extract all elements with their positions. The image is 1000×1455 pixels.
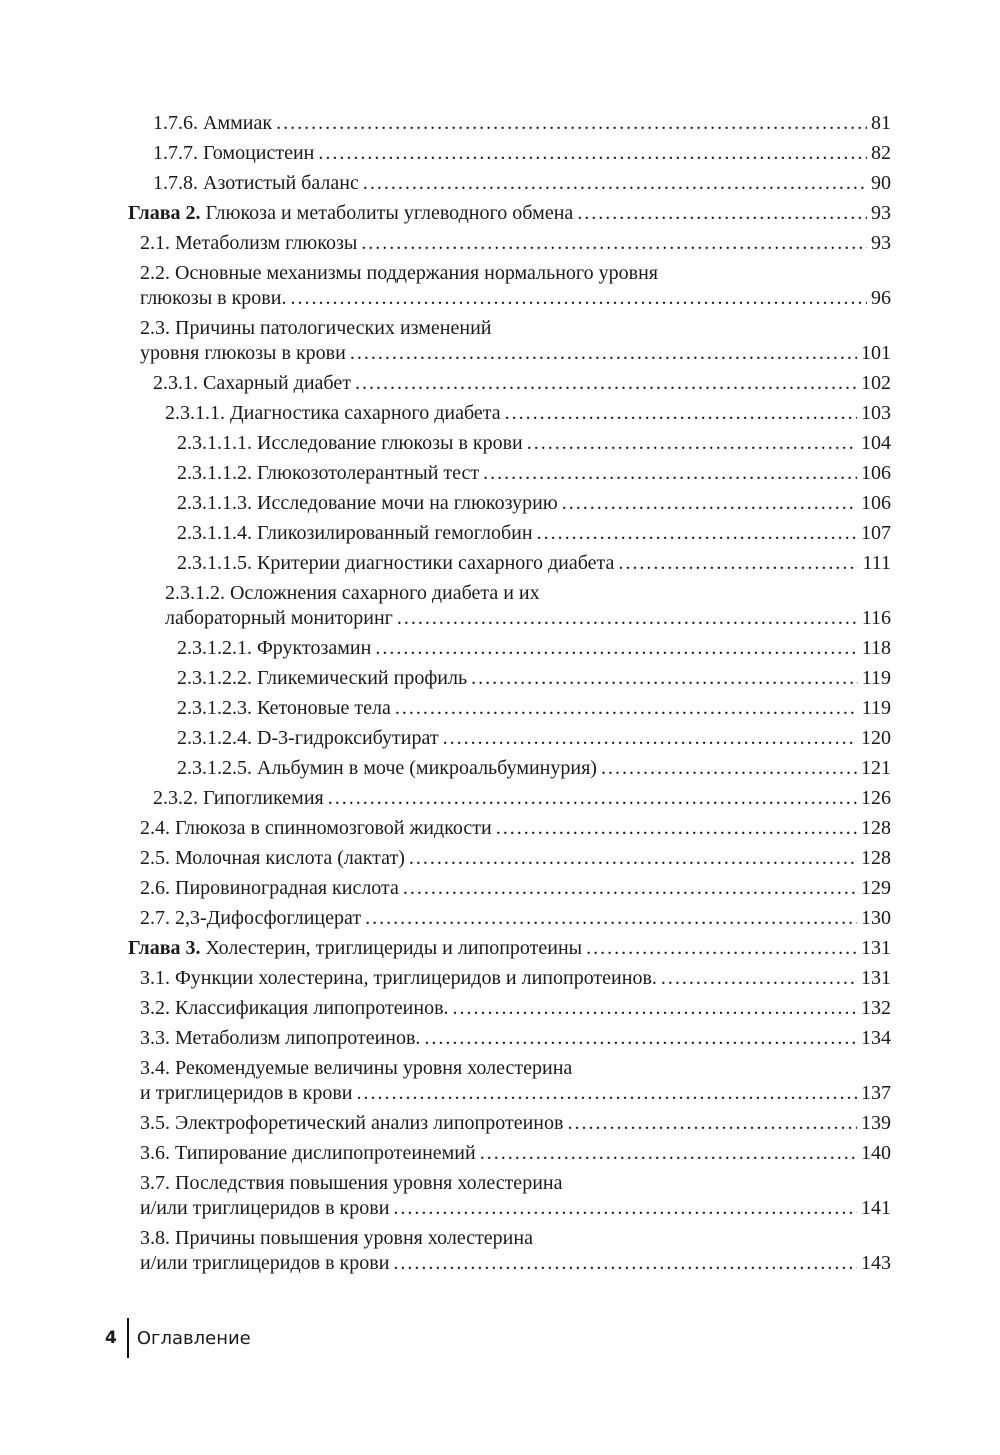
entry-page: 106 <box>861 462 891 484</box>
toc-line <box>140 1226 891 1251</box>
entry-number: 2.3.1.1.1. <box>177 432 252 454</box>
toc-line-continued <box>140 341 891 366</box>
toc-entry[interactable] <box>128 666 891 691</box>
toc-entry[interactable] <box>128 231 891 256</box>
entry-title: Гомоцистеин <box>203 142 315 164</box>
entry-number: 2.3.1.2.2. <box>177 667 252 689</box>
toc-line <box>177 666 891 691</box>
entry-title: Исследование глюкозы в крови <box>257 432 523 454</box>
entry-number: 2.3.1.2.1. <box>177 637 252 659</box>
entry-title-text <box>153 786 324 811</box>
toc-entry[interactable] <box>128 846 891 871</box>
entry-number: 3.2. <box>140 997 170 1019</box>
entry-title-text <box>177 756 597 781</box>
toc-entry[interactable] <box>128 696 891 721</box>
entry-title-text <box>140 1141 476 1166</box>
entry-title-text <box>140 876 399 901</box>
footer-divider <box>127 1318 129 1358</box>
entry-title-text <box>165 401 501 426</box>
dot-leader <box>328 786 857 811</box>
entry-page: 132 <box>861 997 891 1019</box>
entry-title-text <box>177 696 391 721</box>
dot-leader <box>471 666 858 691</box>
toc-line <box>140 261 891 286</box>
entry-page: 111 <box>862 552 891 574</box>
toc-chapter[interactable] <box>128 201 891 226</box>
entry-title: Осложнения сахарного диабета и их <box>230 582 540 604</box>
page-number: 4 <box>105 1328 117 1348</box>
table-of-contents <box>128 111 891 1281</box>
toc-line <box>140 966 891 991</box>
dot-leader <box>375 636 857 661</box>
dot-leader <box>409 846 857 871</box>
entry-title: Фруктозамин <box>257 637 372 659</box>
entry-page: 141 <box>861 1197 891 1219</box>
entry-title: Причины патологических изменений <box>175 317 492 339</box>
toc-line <box>177 431 891 456</box>
toc-entry[interactable] <box>128 1026 891 1051</box>
entry-title: Сахарный диабет <box>203 372 351 394</box>
entry-number: 3.5. <box>140 1112 170 1134</box>
toc-line <box>140 1171 891 1196</box>
toc-line-continued <box>140 1081 891 1106</box>
entry-title-continued: лабораторный мониторинг <box>165 607 393 629</box>
entry-number: 2.3.1.1.5. <box>177 552 252 574</box>
entry-title-text <box>140 906 361 931</box>
entry-title-text <box>177 666 467 691</box>
entry-number: 1.7.7. <box>153 142 198 164</box>
toc-chapter[interactable] <box>128 936 891 961</box>
dot-leader <box>562 491 857 516</box>
entry-title-text <box>140 1026 420 1051</box>
toc-line <box>140 846 891 871</box>
toc-line-continued <box>140 286 891 311</box>
dot-leader <box>567 1111 857 1136</box>
toc-entry[interactable] <box>128 876 891 901</box>
entry-title: Метаболизм липопротеинов. <box>175 1027 421 1049</box>
dot-leader <box>505 401 857 426</box>
entry-number: 2.3.1.1.4. <box>177 522 252 544</box>
entry-title-continued: глюкозы в крови. <box>140 287 287 309</box>
toc-line <box>140 906 891 931</box>
entry-title: Функции холестерина, триглицеридов и липопротеинов. <box>175 967 657 989</box>
toc-line <box>140 996 891 1021</box>
entry-title: 2,3-Дифосфоглицерат <box>175 907 362 929</box>
entry-page: 96 <box>871 287 891 309</box>
entry-number: 2.3.1.2.3. <box>177 697 252 719</box>
entry-title-text <box>153 171 359 196</box>
entry-page: 104 <box>861 432 891 454</box>
entry-number: 2.5. <box>140 847 170 869</box>
entry-number: 2.3.1. <box>153 372 198 394</box>
toc-entry[interactable] <box>128 461 891 486</box>
entry-title: Последствия повышения уровня холестерина <box>175 1172 563 1194</box>
running-title: Оглавление <box>136 1327 251 1349</box>
entry-page: 101 <box>861 342 891 364</box>
entry-page: 93 <box>871 202 891 224</box>
toc-entry[interactable] <box>128 966 891 991</box>
toc-line <box>140 1111 891 1136</box>
entry-page: 119 <box>861 667 891 689</box>
entry-page: 106 <box>861 492 891 514</box>
entry-page: 119 <box>861 697 891 719</box>
toc-entry[interactable] <box>128 316 891 366</box>
entry-page: 93 <box>871 232 891 254</box>
toc-entry[interactable] <box>128 906 891 931</box>
toc-line <box>153 111 891 136</box>
dot-leader <box>276 111 867 136</box>
toc-entry[interactable] <box>128 636 891 661</box>
entry-title-text <box>140 996 449 1021</box>
entry-title: D-3-гидроксибутират <box>257 727 439 749</box>
toc-line <box>140 1141 891 1166</box>
toc-line <box>140 316 891 341</box>
toc-entry[interactable] <box>128 111 891 136</box>
entry-title: Азотистый баланс <box>203 172 359 194</box>
entry-title: Критерии диагностики сахарного диабета <box>257 552 615 574</box>
toc-line <box>177 491 891 516</box>
entry-page: 137 <box>861 1082 891 1104</box>
toc-entry[interactable] <box>128 726 891 751</box>
dot-leader <box>661 966 857 991</box>
toc-entry[interactable] <box>128 581 891 631</box>
entry-title: Гликемический профиль <box>257 667 468 689</box>
entry-title-text <box>140 816 492 841</box>
entry-number: 3.6. <box>140 1142 170 1164</box>
entry-title: Глюкоза и метаболиты углеводного обмена <box>205 202 574 224</box>
entry-number: 2.6. <box>140 877 170 899</box>
entry-title-text <box>177 636 371 661</box>
dot-leader <box>480 1141 857 1166</box>
toc-entry[interactable] <box>128 1171 891 1221</box>
entry-number: 3.4. <box>140 1057 170 1079</box>
entry-page: 107 <box>861 522 891 544</box>
entry-title-continued: и/или триглицеридов в крови <box>140 1252 390 1274</box>
toc-line <box>140 231 891 256</box>
toc-entry[interactable] <box>128 171 891 196</box>
entry-number: 2.3.1.1.3. <box>177 492 252 514</box>
entry-title-text <box>140 966 657 991</box>
entry-title: Кетоновые тела <box>257 697 391 719</box>
entry-page: 120 <box>861 727 891 749</box>
dot-leader <box>527 431 857 456</box>
toc-entry[interactable] <box>128 1141 891 1166</box>
entry-title-continued: и триглицеридов в крови <box>140 1082 353 1104</box>
entry-number: 1.7.6. <box>153 112 198 134</box>
entry-page: 121 <box>861 757 891 779</box>
dot-leader <box>424 1026 857 1051</box>
dot-leader <box>577 201 867 226</box>
entry-page: 118 <box>861 637 891 659</box>
dot-leader <box>356 1081 857 1106</box>
entry-page: 131 <box>861 937 891 959</box>
toc-line <box>165 581 891 606</box>
dot-leader <box>537 521 857 546</box>
entry-number: 3.7. <box>140 1172 170 1194</box>
entry-title-text <box>140 1226 533 1251</box>
entry-page: 129 <box>861 877 891 899</box>
entry-number: 2.3.1.1. <box>165 402 225 424</box>
toc-entry[interactable] <box>128 491 891 516</box>
dot-leader <box>453 996 857 1021</box>
entry-title: Рекомендуемые величины уровня холестерина <box>175 1057 573 1079</box>
toc-entry[interactable] <box>128 996 891 1021</box>
toc-line <box>140 816 891 841</box>
entry-page: 140 <box>861 1142 891 1164</box>
toc-line-continued <box>140 1251 891 1276</box>
entry-title-text <box>177 726 439 751</box>
entry-page: 139 <box>861 1112 891 1134</box>
page-footer <box>105 1318 251 1358</box>
toc-line <box>177 461 891 486</box>
toc-entry[interactable] <box>128 401 891 426</box>
entry-number: 3.8. <box>140 1227 170 1249</box>
toc-line <box>153 786 891 811</box>
toc-line <box>128 936 891 961</box>
entry-page: 130 <box>861 907 891 929</box>
entry-page: 90 <box>871 172 891 194</box>
entry-number: 2.1. <box>140 232 170 254</box>
entry-number: 2.3.2. <box>153 787 198 809</box>
entry-title: Гипогликемия <box>203 787 324 809</box>
toc-entry[interactable] <box>128 141 891 166</box>
entry-title: Глюкозотолерантный тест <box>257 462 480 484</box>
entry-page: 82 <box>871 142 891 164</box>
toc-entry[interactable] <box>128 1226 891 1276</box>
entry-page: 126 <box>861 787 891 809</box>
entry-title: Глюкоза в спинномозговой жидкости <box>175 817 492 839</box>
entry-page: 102 <box>861 372 891 394</box>
entry-number: 2.3.1.2. <box>165 582 225 604</box>
toc-line <box>128 201 891 226</box>
entry-number: Глава 2. <box>128 202 201 224</box>
entry-title: Электрофоретический анализ липопротеинов <box>175 1112 564 1134</box>
entry-page: 128 <box>861 847 891 869</box>
entry-title: Классификация липопротеинов. <box>175 997 449 1019</box>
entry-title-text <box>177 551 614 576</box>
toc-entry[interactable] <box>128 756 891 781</box>
toc-line <box>140 1056 891 1081</box>
dot-leader <box>496 816 857 841</box>
entry-title: Типирование дислипопротеинемий <box>175 1142 476 1164</box>
entry-title-text <box>177 491 558 516</box>
entry-title-text <box>177 431 523 456</box>
entry-title: Альбумин в моче (микроальбуминурия) <box>257 757 597 779</box>
toc-line <box>177 696 891 721</box>
entry-title-text <box>140 846 405 871</box>
entry-page: 131 <box>861 967 891 989</box>
entry-title-text <box>140 231 357 256</box>
entry-title: Исследование мочи на глюкозурию <box>257 492 558 514</box>
toc-line <box>177 756 891 781</box>
entry-title-text <box>153 141 314 166</box>
entry-page: 103 <box>861 402 891 424</box>
entry-page: 81 <box>871 112 891 134</box>
entry-title: Аммиак <box>203 112 273 134</box>
toc-line <box>153 171 891 196</box>
dot-leader <box>290 286 867 311</box>
toc-entry[interactable] <box>128 261 891 311</box>
toc-entry[interactable] <box>128 371 891 396</box>
toc-line <box>165 401 891 426</box>
entry-page: 143 <box>861 1252 891 1274</box>
entry-title-text <box>140 1111 563 1136</box>
entry-number: 2.3.1.2.5. <box>177 757 252 779</box>
dot-leader <box>601 756 857 781</box>
entry-number: 2.4. <box>140 817 170 839</box>
entry-title-continued: уровня глюкозы в крови <box>140 342 346 364</box>
entry-number: 2.3.1.2.4. <box>177 727 252 749</box>
toc-line-continued <box>140 1196 891 1221</box>
dot-leader <box>483 461 857 486</box>
dot-leader <box>393 1251 857 1276</box>
dot-leader <box>355 371 857 396</box>
entry-title-text <box>153 371 351 396</box>
entry-title-text <box>128 936 582 961</box>
toc-entry[interactable] <box>128 551 891 576</box>
toc-line-continued <box>165 606 891 631</box>
toc-line <box>153 371 891 396</box>
entry-title-text <box>140 1056 572 1081</box>
entry-title: Причины повышения уровня холестерина <box>175 1227 533 1249</box>
entry-title-continued: и/или триглицеридов в крови <box>140 1197 390 1219</box>
dot-leader <box>350 341 857 366</box>
toc-entry[interactable] <box>128 1111 891 1136</box>
entry-number: 3.3. <box>140 1027 170 1049</box>
toc-line <box>153 141 891 166</box>
entry-title: Молочная кислота (лактат) <box>175 847 405 869</box>
entry-page: 116 <box>861 607 891 629</box>
entry-number: 3.1. <box>140 967 170 989</box>
dot-leader <box>365 906 857 931</box>
entry-title-text <box>153 111 272 136</box>
entry-title: Метаболизм глюкозы <box>175 232 358 254</box>
toc-entry[interactable] <box>128 431 891 456</box>
toc-line <box>177 521 891 546</box>
entry-number: 2.3. <box>140 317 170 339</box>
dot-leader <box>395 696 858 721</box>
entry-title: Гликозилированный гемоглобин <box>257 522 533 544</box>
dot-leader <box>318 141 867 166</box>
entry-title-text <box>140 1171 562 1196</box>
entry-page: 134 <box>861 1027 891 1049</box>
toc-entry[interactable] <box>128 521 891 546</box>
dot-leader <box>361 231 867 256</box>
toc-entry[interactable] <box>128 1056 891 1106</box>
entry-number: 1.7.8. <box>153 172 198 194</box>
entry-number: 2.7. <box>140 907 170 929</box>
entry-title-text <box>177 521 533 546</box>
dot-leader <box>618 551 858 576</box>
entry-title-text <box>165 581 540 606</box>
dot-leader <box>403 876 857 901</box>
toc-line <box>140 1026 891 1051</box>
toc-line <box>177 726 891 751</box>
entry-title: Пировиноградная кислота <box>175 877 399 899</box>
entry-title-text <box>177 461 479 486</box>
dot-leader <box>397 606 858 631</box>
entry-title: Холестерин, триглицериды и липопротеины <box>205 937 583 959</box>
toc-line <box>177 551 891 576</box>
dot-leader <box>586 936 857 961</box>
toc-entry[interactable] <box>128 816 891 841</box>
toc-line <box>140 876 891 901</box>
entry-title: Диагностика сахарного диабета <box>230 402 501 424</box>
entry-title-text <box>140 261 658 286</box>
toc-line <box>177 636 891 661</box>
dot-leader <box>363 171 867 196</box>
entry-title-text <box>140 316 491 341</box>
entry-title: Основные механизмы поддержания нормального уровня <box>175 262 658 284</box>
toc-entry[interactable] <box>128 786 891 811</box>
dot-leader <box>443 726 857 751</box>
dot-leader <box>393 1196 857 1221</box>
entry-page: 128 <box>861 817 891 839</box>
entry-number: Глава 3. <box>128 937 201 959</box>
entry-number: 2.2. <box>140 262 170 284</box>
entry-number: 2.3.1.1.2. <box>177 462 252 484</box>
entry-title-text <box>128 201 573 226</box>
